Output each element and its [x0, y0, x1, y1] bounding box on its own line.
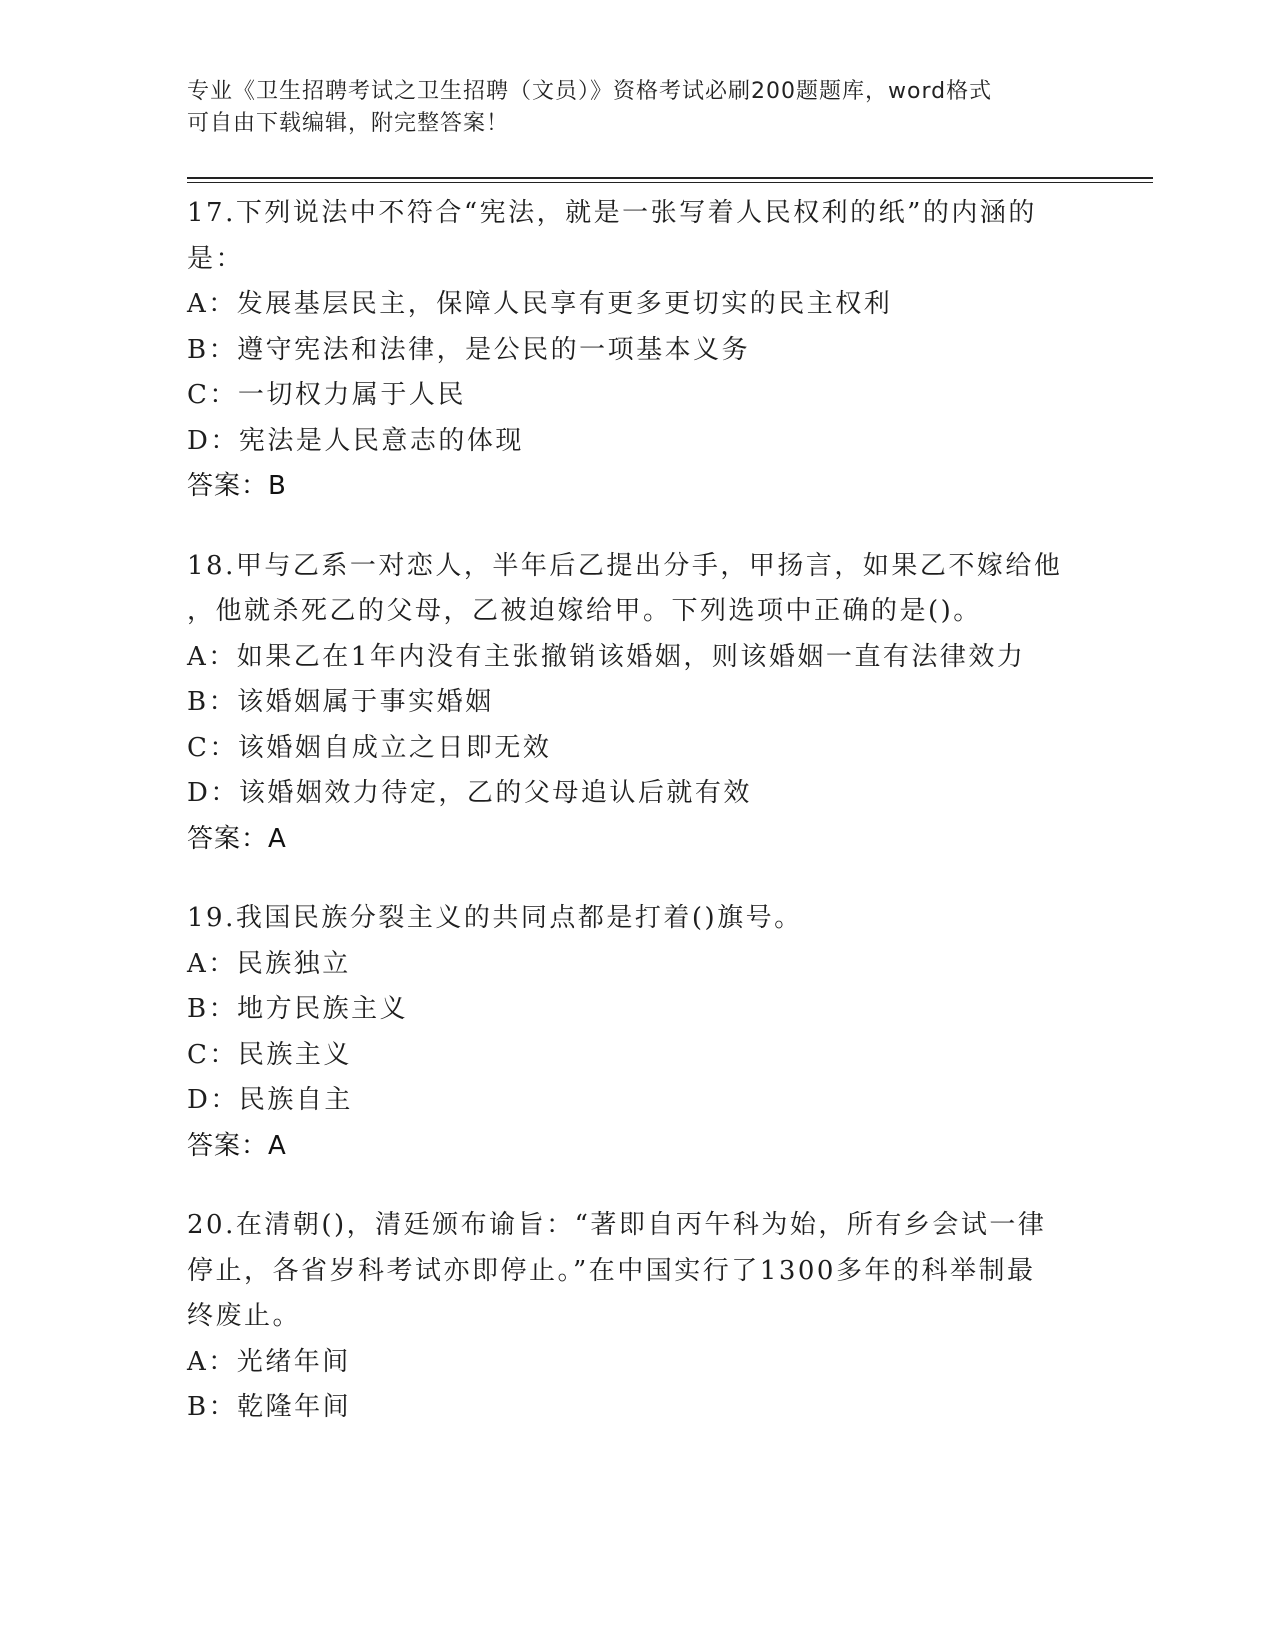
question-19	[187, 896, 1087, 1169]
question-stem: 19.我国民族分裂主义的共同点都是打着()旗号。	[187, 903, 803, 933]
question-20	[187, 1203, 1087, 1431]
question-stem: 18.甲与乙系一对恋人，半年后乙提出分手，甲扬言，如果乙不嫁给他	[187, 550, 1063, 581]
option-d: D：宪法是人民意志的体现	[187, 425, 524, 456]
option-a: A：如果乙在1年内没有主张撤销该婚姻，则该婚姻一直有法律效力	[187, 641, 1026, 672]
question-list	[187, 191, 1087, 1465]
question-stem: 20.在清朝()，清廷颁布谕旨：“著即自丙午科为始，所有乡会试一律	[187, 1210, 1047, 1240]
option-b: B：遵守宪法和法律，是公民的一项基本义务	[187, 334, 751, 365]
header-line-2: 可自由下载编辑，附完整答案！	[187, 111, 510, 136]
option-b: B：该婚姻属于事实婚姻	[187, 687, 494, 717]
question-stem: 停止，各省岁科考试亦即停止。”在中国实行了1300多年的科举制最	[187, 1255, 1036, 1286]
question-stem: 是：	[187, 243, 245, 274]
header-line-1: 专业《卫生招聘考试之卫生招聘（文员）》资格考试必刷200题题库，word格式	[187, 79, 993, 104]
question-stem: 17.下列说法中不符合“宪法，就是一张写着人民权利的纸”的内涵的	[187, 198, 1037, 228]
option-c: C：该婚姻自成立之日即无效	[187, 732, 552, 763]
option-a: A：光绪年间	[187, 1346, 351, 1377]
option-b: B：地方民族主义	[187, 994, 409, 1024]
question-stem: ，他就杀死乙的父母，乙被迫嫁给甲。下列选项中正确的是()。	[187, 596, 982, 626]
question-18	[187, 544, 1087, 863]
option-b: B：乾隆年间	[187, 1392, 352, 1422]
document-header	[187, 76, 1067, 140]
answer-label: 答案：A	[187, 823, 287, 854]
header-divider-thick	[187, 177, 1153, 179]
option-a: A：民族独立	[187, 948, 351, 979]
header-divider-thin	[187, 182, 1153, 183]
option-d: D：该婚姻效力待定，乙的父母追认后就有效	[187, 778, 752, 808]
question-stem: 终废止。	[187, 1301, 302, 1331]
question-17	[187, 191, 1087, 510]
option-d: D：民族自主	[187, 1085, 353, 1115]
answer-label: 答案：A	[187, 1130, 287, 1161]
option-a: A：发展基层民主，保障人民享有更多更切实的民主权利	[187, 289, 893, 319]
option-c: C：民族主义	[187, 1039, 352, 1070]
option-c: C：一切权力属于人民	[187, 380, 466, 410]
answer-label: 答案：B	[187, 471, 287, 501]
